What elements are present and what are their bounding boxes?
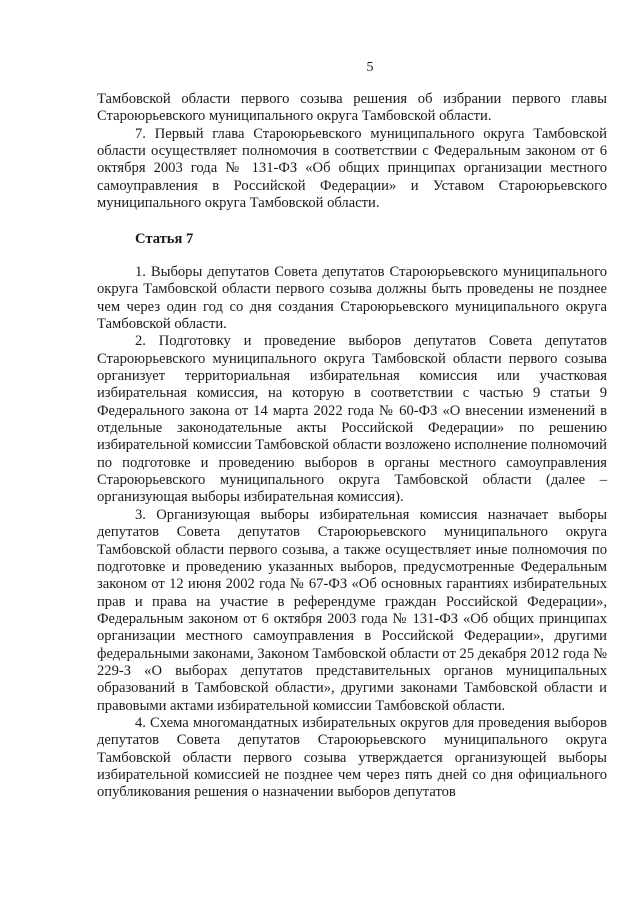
article-paragraph-1: 1. Выборы депутатов Совета депутатов Староюрьевского муниципального округа Тамбовской области первого созыва должны быть проведены не позднее чем через один год со дня создания Староюрьевского муниципального округа Тамбовской области. (97, 264, 607, 333)
paragraph-7: 7. Первый глава Староюрьевского муниципального округа Тамбовской области осуществляет полномочия в соответствии с Федеральным законом от 6 октября 2003 года № 131-ФЗ «Об общих принципах организации местного самоуправления в Российской Федерации» и Уставом Староюрьевского муниципального округа Тамбовской области. (97, 125, 607, 212)
page-number: 5 (366, 60, 374, 75)
paragraph-continuation: Тамбовской области первого созыва решения об избрании первого главы Староюрьевского муниципального округа Тамбовской области. (97, 91, 607, 125)
article-paragraph-3: 3. Организующая выборы избирательная комиссия назначает выборы депутатов Совета депутатов Староюрьевского муниципального округа Тамбовской области первого созыва, а также осуществляет иные полномочия по подготовке и проведению указанных выборов, предусмотренные Федеральным законом от 12 июня 2002 года № 67-ФЗ «Об основных гарантиях избирательных прав и права на участие в референдуме граждан Российской Федерации», Федеральным законом от 6 октября 2003 года № 131-ФЗ «Об общих принципах организации местного самоуправления в Российской Федерации», другими федеральными законами, Законом Тамбовской области от 25 декабря 2012 года № 229-З «О выборах депутатов представительных органов муниципальных образований в Тамбовской области», другими законами Тамбовской области и правовыми актами избирательной комиссии Тамбовской области. (97, 506, 607, 714)
continuation-text (97, 91, 607, 212)
article-paragraph-2: 2. Подготовку и проведение выборов депутатов Совета депутатов Староюрьевского муниципального округа Тамбовской области первого созыва организует территориальная избирательная комиссия или участковая избирательная комиссия, на которую в соответствии с частью 9 статьи 9 Федерального закона от 14 марта 2022 года № 60-ФЗ «О внесении изменений в отдельные законодательные акты Российской Федерации» по решению избирательной комиссии Тамбовской области возложено исполнение полномочий по подготовке и проведению выборов в органы местного самоуправления Староюрьевского муниципального округа Тамбовской области (далее – организующая выборы избирательная комиссия). (97, 333, 607, 506)
article-paragraph-4: 4. Схема многомандатных избирательных округов для проведения выборов депутатов Совета депутатов Староюрьевского муниципального округа Тамбовской области первого созыва утверждается организующей выборы избирательной комиссией не позднее чем через пять дней со дня официального опубликования решения о назначении выборов депутатов (97, 714, 607, 801)
article-body (97, 264, 607, 802)
article-heading: Статья 7 (135, 231, 194, 247)
